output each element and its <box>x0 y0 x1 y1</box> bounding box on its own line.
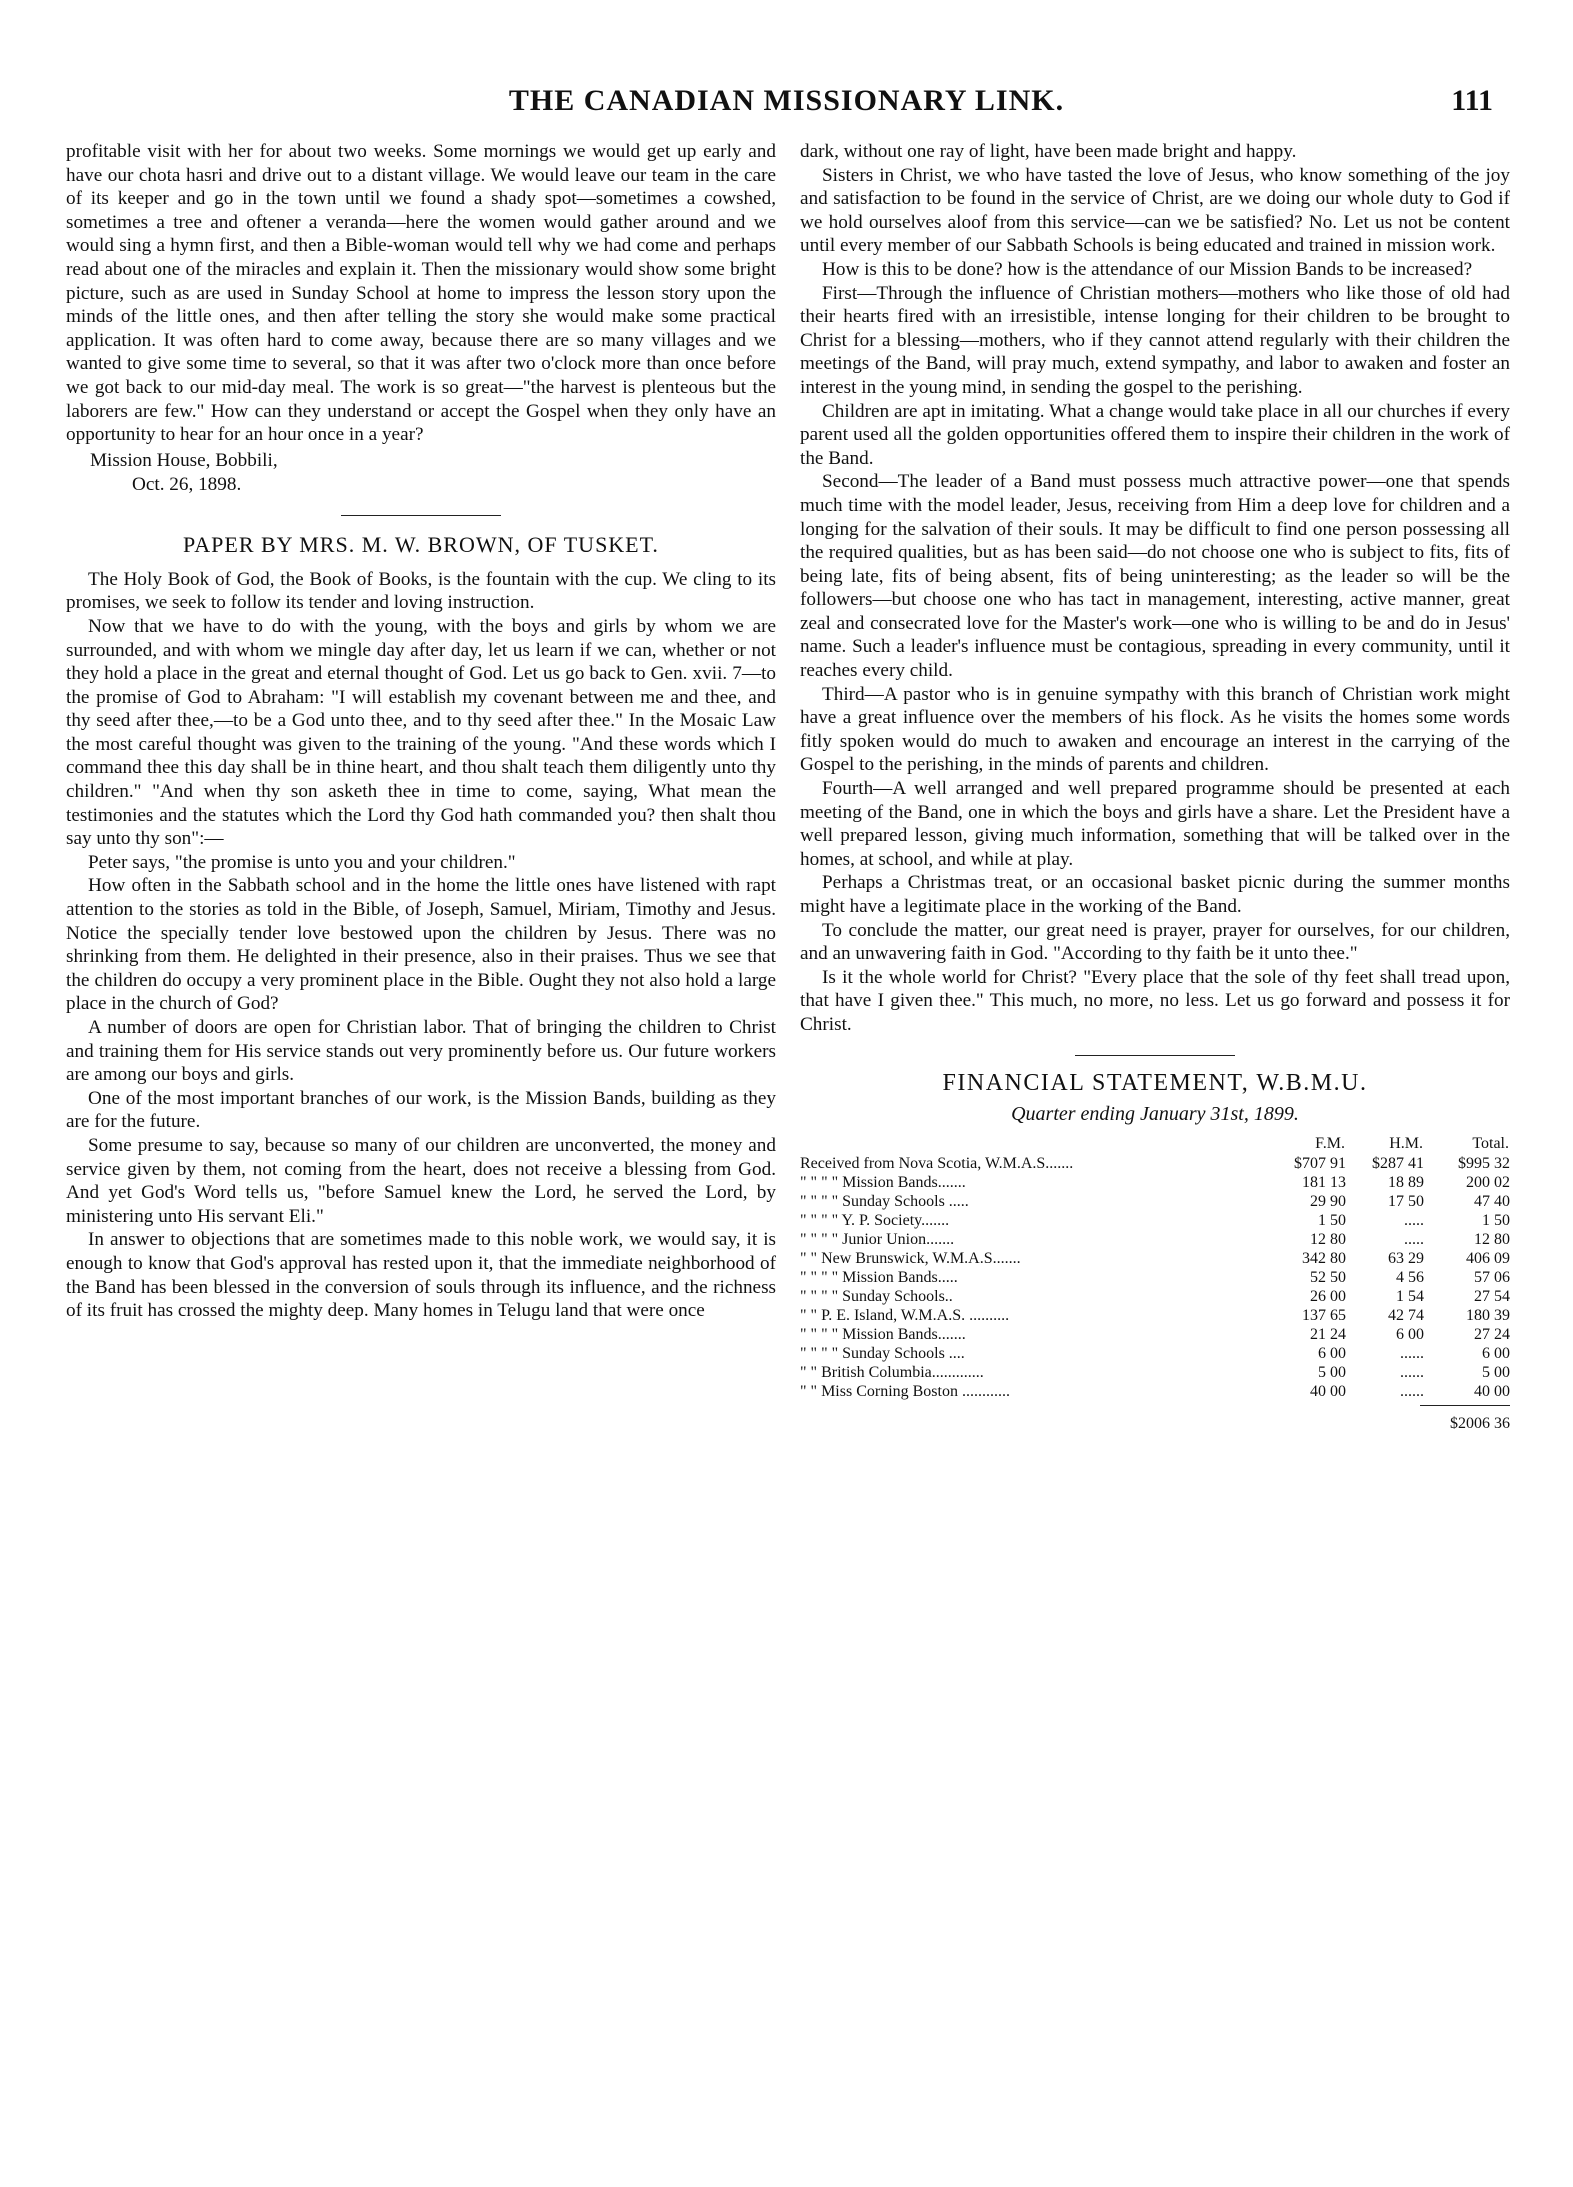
paragraph: Third—A pastor who is in genuine sympathy with this branch of Christian work might have a great influence over the members of his flock. As he visits the homes some words fitly spoken would do much to awaken and encourage an interest in the carrying of the Gospel to the perishing, in the minds of parents and children. <box>800 683 1510 776</box>
hm-value: ...... <box>1400 1363 1424 1381</box>
right-column <box>800 140 1510 1435</box>
fm-value: 52 50 <box>1310 1268 1346 1286</box>
row-label: Received from Nova Scotia, W.M.A.S....... <box>800 1154 1074 1172</box>
table-row <box>800 1173 1510 1192</box>
table-row <box>800 1363 1510 1382</box>
paragraph: A number of doors are open for Christian labor. That of bringing the children to Christ and training them for His service stands out very prominently before us. Our future workers are among our boys and girls. <box>66 1017 776 1086</box>
hm-value: ...... <box>1400 1344 1424 1362</box>
fm-value: 137 65 <box>1302 1306 1346 1324</box>
paragraph: One of the most important branches of our work, is the Mission Bands, building as they are for the future. <box>66 1087 776 1133</box>
row-label: " " British Columbia............. <box>800 1363 984 1381</box>
hm-value: ...... <box>1400 1382 1424 1400</box>
signoff-place: Mission House, Bobbili, <box>90 449 278 471</box>
fm-value: 6 00 <box>1318 1344 1346 1362</box>
row-label: " " " " Y. P. Society....... <box>800 1211 950 1229</box>
hm-value: 4 56 <box>1396 1268 1424 1286</box>
fm-value: 5 00 <box>1318 1363 1346 1381</box>
paragraph: How often in the Sabbath school and in the home the little ones have listened with rapt attention to the stories as told in the Bible, of Joseph, Samuel, Miriam, Timothy and Jesus. Notice the specially tender love bestowed upon the children by Jesus. There was no shrinking from them. He delighted in their presence, also in their praises. Thus we see that the children do occupy a very prominent place in the Bible. Ought they not also hold a large place in the church of God? <box>66 875 776 1015</box>
paragraph: Sisters in Christ, we who have tasted the love of Jesus, who know something of the joy and satisfaction to be found in the service of Christ, are we doing our whole duty to God if we hold ourselves aloof from this service—can we be satisfied? No. Let us not be content until every member of our Sabbath Schools is being educated and trained in mission work. <box>800 164 1510 257</box>
hm-value: ..... <box>1404 1211 1424 1229</box>
column-header-fm: F.M. <box>1315 1134 1345 1152</box>
total-value: 57 06 <box>1474 1268 1510 1286</box>
hm-value: 1 54 <box>1396 1287 1424 1305</box>
paragraph: Children are apt in imitating. What a change would take place in all our churches if every parent used all the golden opportunities offered them to inspire their children in the work of the Band. <box>800 400 1510 469</box>
row-label: " " " " Junior Union....... <box>800 1230 955 1248</box>
paragraph: Perhaps a Christmas treat, or an occasional basket picnic during the summer months might have a legitimate place in the working of the Band. <box>800 872 1510 917</box>
total-value: 40 00 <box>1474 1382 1510 1400</box>
total-value: $995 32 <box>1458 1154 1510 1172</box>
table-row <box>800 1287 1510 1306</box>
signoff-date: Oct. 26, 1898. <box>132 473 242 495</box>
paragraph: Second—The leader of a Band must possess much attractive power—one that spends much time with the model leader, Jesus, receiving from Him a deep love for children and a longing for the salvation of their souls. It may be difficult to find one person possessing all the required qualities, but as has been said—do not choose one who is subject to fits, fits of being late, fits of being absent, fits of being uninteresting; as the leader so will be the followers—but choose one who has tact in management, interesting, active manner, great zeal and consecrated love for the Master's work—one who is willing to be and do in Jesus' name. Such a leader's influence must be contagious, spreading in every community, until it reaches every child. <box>800 471 1510 682</box>
total-value: 1 50 <box>1482 1211 1510 1229</box>
fm-value: 342 80 <box>1302 1249 1346 1267</box>
total-value: 180 39 <box>1466 1306 1510 1324</box>
hm-value: 63 29 <box>1388 1249 1424 1267</box>
total-value: 406 09 <box>1466 1249 1510 1267</box>
row-label: " " " " Mission Bands..... <box>800 1268 958 1286</box>
paragraph: Peter says, "the promise is unto you and your children." <box>88 851 516 873</box>
table-row <box>800 1344 1510 1363</box>
row-label: " " P. E. Island, W.M.A.S. .......... <box>800 1306 1010 1324</box>
total-value: 200 02 <box>1466 1173 1510 1191</box>
total-value: 27 54 <box>1474 1287 1510 1305</box>
paragraph: dark, without one ray of light, have been made bright and happy. <box>800 141 1297 162</box>
fm-value: 1 50 <box>1318 1211 1346 1229</box>
row-label: " " " " Mission Bands....... <box>800 1325 966 1343</box>
paragraph: profitable visit with her for about two weeks. Some mornings we would get up early and have our chota hasri and drive out to a distant village. We would leave our team in the care of its keeper and go in the town until we found a shady spot—sometimes a cowshed, sometimes a tree and oftener a veranda—here the women would gather around and we would sing a hymn first, and then a Bible-woman would tell why we had come and perhaps read about one of the miracles and explain it. Then the missionary would show some bright picture, such as are used in Sunday School at home to impress the lesson story upon the minds of the little ones, and then after telling the story she would make some practical application. It was often hard to come away, because there are so many villages and we wanted to give some time to several, so that it was after two o'clock more than once before we got back to our mid-day meal. The work is so great—"the harvest is plenteous but the laborers are few." How can they understand or accept the Gospel when they only have an opportunity to hear for an hour once in a year? <box>66 141 776 446</box>
section-divider <box>1075 1055 1235 1056</box>
row-label: " " New Brunswick, W.M.A.S....... <box>800 1249 1021 1267</box>
table-row <box>800 1268 1510 1287</box>
total-value: 6 00 <box>1482 1344 1510 1362</box>
paragraph: How is this to be done? how is the attendance of our Mission Bands to be increased? <box>822 258 1473 280</box>
fm-value: 181 13 <box>1302 1173 1346 1191</box>
paper-heading: PAPER BY MRS. M. W. BROWN, OF TUSKET. <box>183 531 659 557</box>
fm-value: 12 80 <box>1310 1230 1346 1248</box>
paragraph: First—Through the influence of Christian mothers—mothers who like those of old had their hearts fired with an irresistible, intense longing for their children to be brought to Christ for a blessing—mothers, who if they cannot attend regularly with their children the meetings of the Band, will pray much, extend sympathy, and labor to awaken and foster an interest in the young mind, in sending the gospel to the perishing. <box>800 282 1510 398</box>
paragraph: To conclude the matter, our great need is prayer, prayer for ourselves, for our children, and an unwavering faith in God. "According to thy faith be it unto thee." <box>800 919 1510 965</box>
page-header <box>60 84 1513 124</box>
table-row <box>800 1230 1510 1249</box>
hm-value: 18 89 <box>1388 1173 1424 1191</box>
financial-subheading: Quarter ending January 31st, 1899. <box>1011 1103 1299 1126</box>
paragraph: Some presume to say, because so many of our children are unconverted, the money and service given by them, not coming from the heart, does not receive a blessing from God. And yet God's Word tells us, "before Samuel knew the Lord, he served the Lord, by ministering unto His servant Eli." <box>66 1134 776 1227</box>
column-header-total: Total. <box>1472 1134 1509 1152</box>
hm-value: ..... <box>1404 1230 1424 1248</box>
table-row <box>800 1211 1510 1230</box>
total-value: 5 00 <box>1482 1363 1510 1381</box>
table-row <box>800 1249 1510 1268</box>
fm-value: $707 91 <box>1294 1154 1346 1172</box>
total-value: 12 80 <box>1474 1230 1510 1248</box>
publication-title: THE CANADIAN MISSIONARY LINK. <box>508 84 1065 117</box>
paragraph: Fourth—A well arranged and well prepared programme should be presented at each meeting of the Band, one in which the boys and girls have a share. Let the President have a well prepared lesson, giving much information, something that will be talked over in the homes, at school, and while at play. <box>800 778 1510 870</box>
table-row <box>800 1325 1510 1344</box>
table-header-row <box>800 1133 1510 1154</box>
row-label: " " " " Sunday Schools.. <box>800 1287 953 1305</box>
row-label: " " " " Sunday Schools ..... <box>800 1192 969 1210</box>
total-value: 27 24 <box>1474 1325 1510 1343</box>
hm-value: $287 41 <box>1372 1154 1424 1172</box>
row-label: " " Miss Corning Boston ............ <box>800 1382 1010 1400</box>
fm-value: 40 00 <box>1310 1382 1346 1400</box>
table-row <box>800 1306 1510 1325</box>
fm-value: 21 24 <box>1310 1325 1346 1343</box>
paragraph: Now that we have to do with the young, with the boys and girls by whom we are surrounded, and with whom we mingle day after day, let us learn if we can, whether or not they hold a place in the great and eternal thought of God. Let us go back to Gen. xvii. 7—to the promise of God to Abraham: "I will establish my covenant between me and thee, and thy seed after thee,—to be a God unto thee, and to thy seed after thee." In the Mosaic Law the most careful thought was given to the training of the young. "And these words which I command thee this day shall be in thine heart, and thou shalt teach them diligently unto thy children." "And when thy son asketh thee in time to come, saying, What mean the testimonies and the statutes which the Lord thy God hath commanded you? then shalt thou say unto thy son":— <box>66 615 776 850</box>
grand-total: $2006 36 <box>1450 1414 1510 1432</box>
row-label: " " " " Mission Bands....... <box>800 1173 966 1191</box>
left-column <box>66 140 776 1323</box>
fm-value: 29 90 <box>1310 1192 1346 1210</box>
financial-heading: FINANCIAL STATEMENT, W.B.M.U. <box>942 1069 1368 1096</box>
total-value: 47 40 <box>1474 1192 1510 1210</box>
paragraph: Is it the whole world for Christ? "Every place that the sole of thy feet shall tread upon, that have I given thee." This much, no more, no less. Let us go forward and possess it for Christ. <box>800 966 1510 1035</box>
hm-value: 17 50 <box>1388 1192 1424 1210</box>
financial-table <box>800 1133 1510 1401</box>
table-row <box>800 1382 1510 1401</box>
letter-signoff <box>90 449 776 497</box>
hm-value: 42 74 <box>1388 1306 1424 1324</box>
page-number: 111 <box>1451 84 1493 117</box>
row-label: " " " " Sunday Schools .... <box>800 1344 965 1362</box>
column-header-hm: H.M. <box>1389 1134 1423 1152</box>
fm-value: 26 00 <box>1310 1287 1346 1305</box>
hm-value: 6 00 <box>1396 1325 1424 1343</box>
section-divider <box>341 515 501 516</box>
paragraph: In answer to objections that are sometimes made to this noble work, we would say, it is enough to know that God's approval has rested upon it, that the immediate neighborhood of the Band has been blessed in the conversion of souls through its influence, and the richness of its fruit has crossed the mighty deep. Many homes in Telugu land that were once <box>66 1229 776 1322</box>
table-row <box>800 1154 1510 1173</box>
total-rule <box>1420 1405 1510 1406</box>
paragraph: The Holy Book of God, the Book of Books, is the fountain with the cup. We cling to its promises, we seek to follow its tender and loving instruction. <box>66 568 776 614</box>
table-row <box>800 1192 1510 1211</box>
